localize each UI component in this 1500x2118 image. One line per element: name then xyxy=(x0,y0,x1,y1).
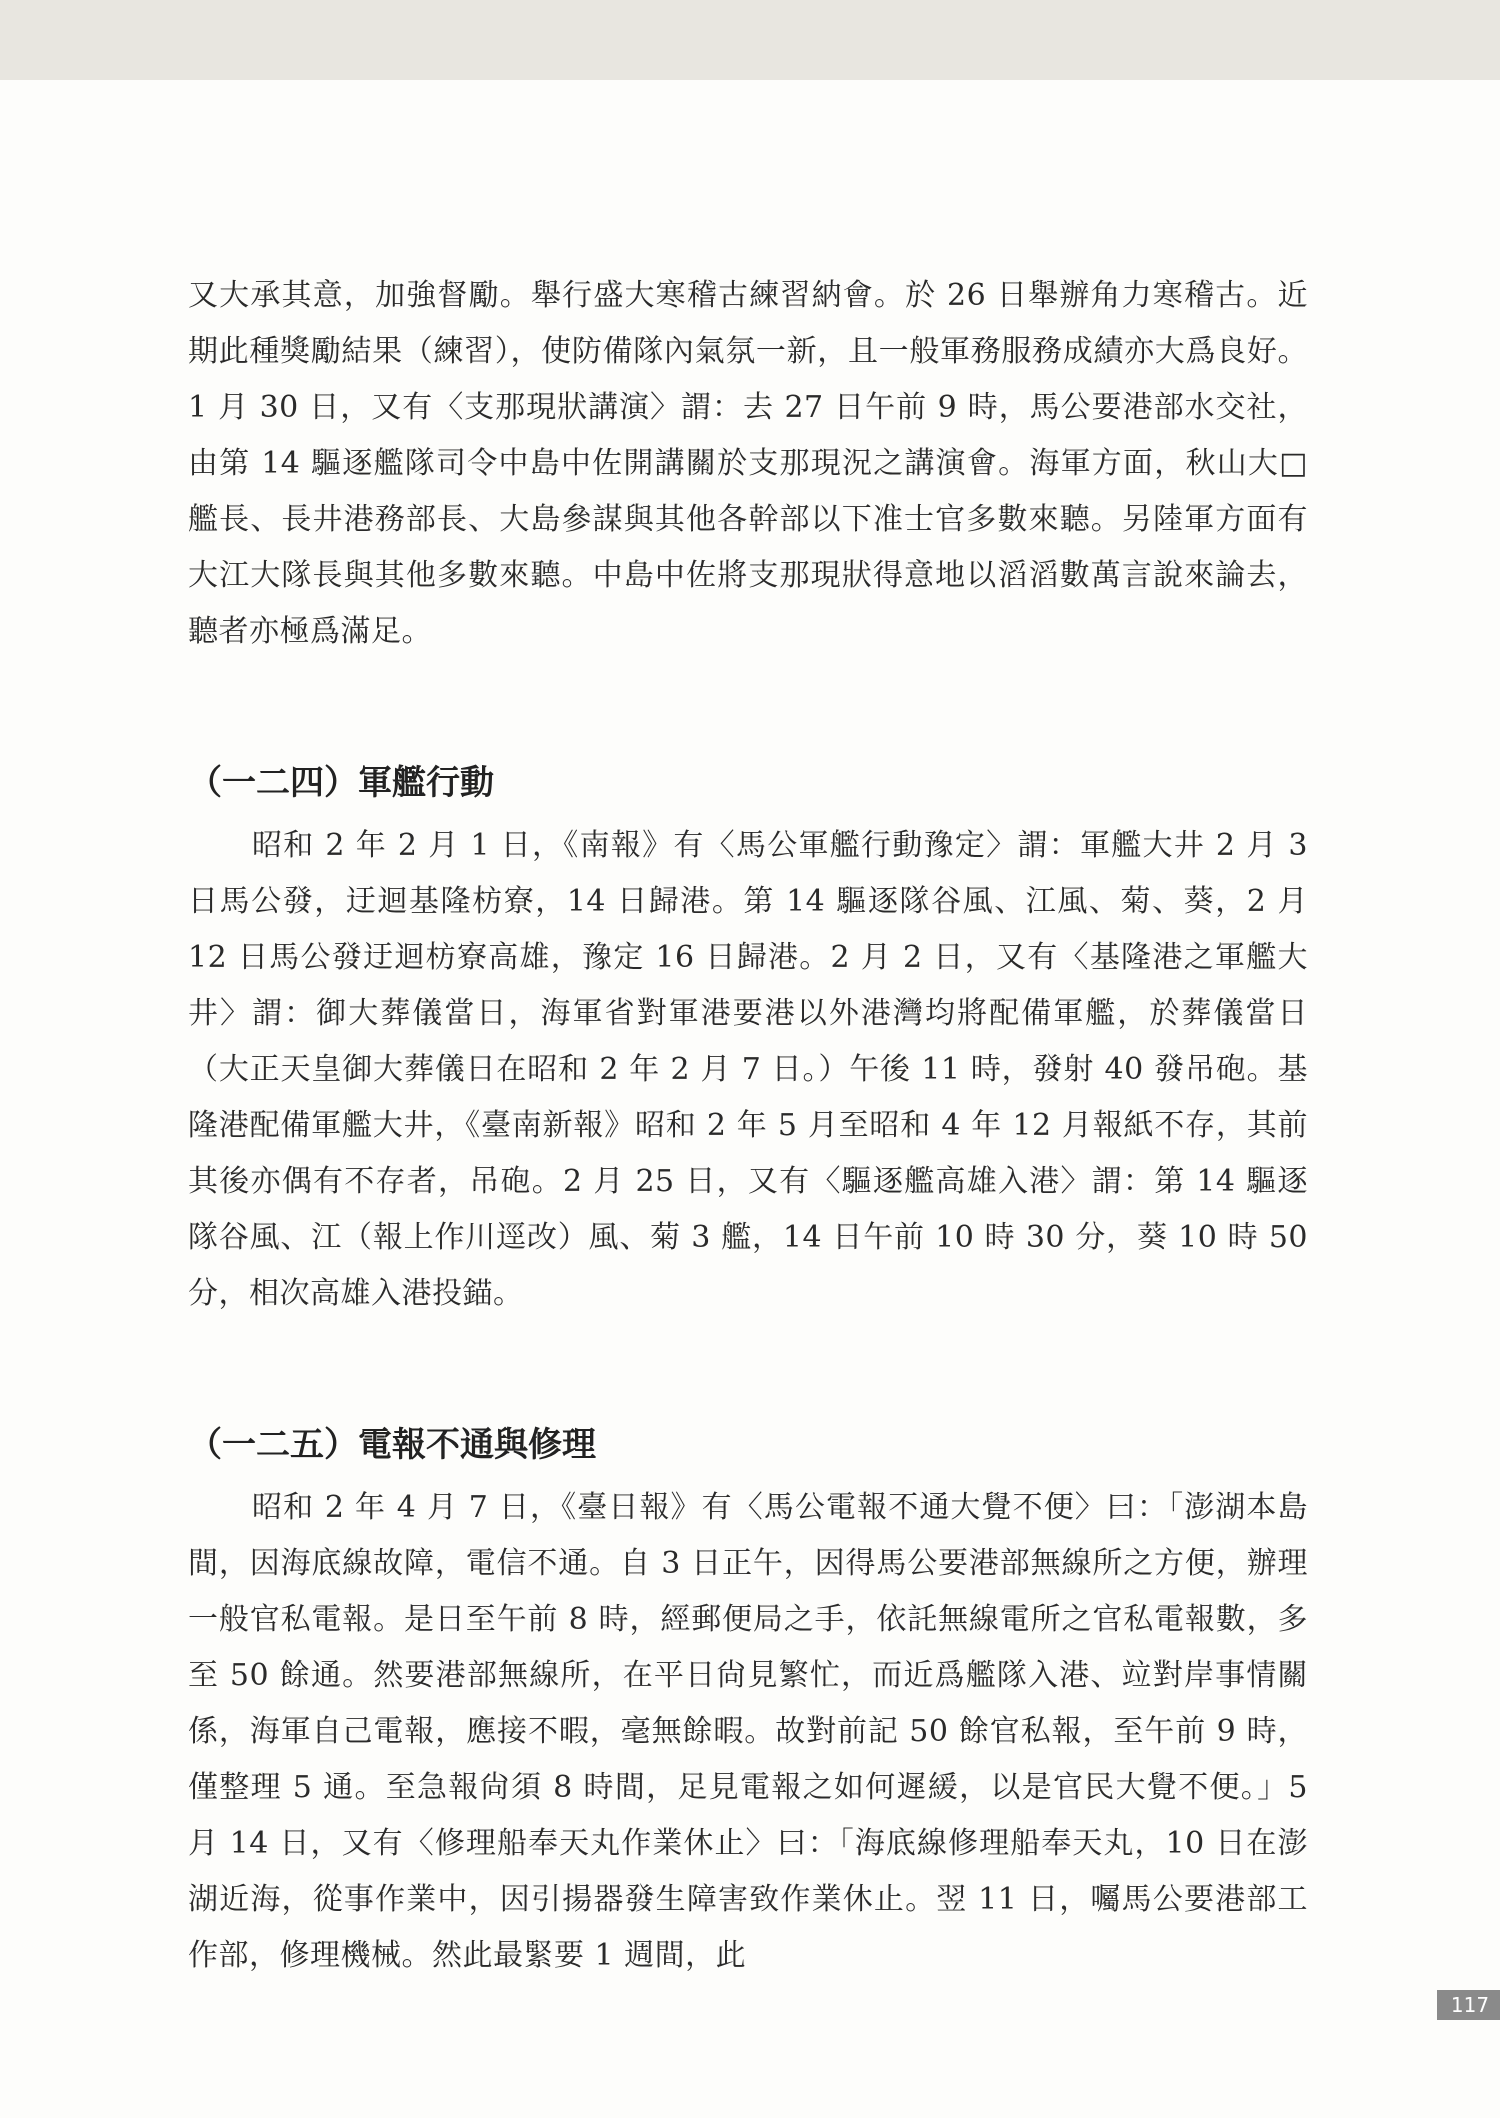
page-body xyxy=(188,268,1308,1984)
section-body-124: 昭和 2 年 2 月 1 日，《南報》有〈馬公軍艦行動豫定〉謂：軍艦大井 2 月 3 日馬公發，迂迴基隆枋寮，14 日歸港。第 14 驅逐隊谷風、江風、菊、葵，2 月 12 日馬公發迂迴枋寮高雄，豫定 16 日歸港。2 月 2 日，又有〈基隆港之軍艦大井〉謂：御大葬儀當日，海軍省對軍港要港以外港灣均將配備軍艦，於葬儀當日（大正天皇御大葬儀日在昭和 2 年 2 月 7 日。）午後 11 時，發射 40 發吊砲。基隆港配備軍艦大井，《臺南新報》昭和 2 年 5 月至昭和 4 年 12 月報紙不存，其前其後亦偶有不存者，吊砲。2 月 25 日，又有〈驅逐艦高雄入港〉謂：第 14 驅逐隊谷風、江（報上作川逕改）風、菊 3 艦，14 日午前 10 時 30 分，葵 10 時 50 分，相次高雄入港投錨。 xyxy=(188,828,1308,1311)
scan-top-margin xyxy=(0,0,1500,80)
page-number: 117 xyxy=(1437,1990,1500,2020)
section-body-125: 昭和 2 年 4 月 7 日，《臺日報》有〈馬公電報不通大覺不便〉曰：「澎湖本島間，因海底線故障，電信不通。自 3 日正午，因得馬公要港部無線所之方便，辦理一般官私電報。是日至午前 8 時，經郵便局之手，依託無線電所之官私電報數，多至 50 餘通。然要港部無線所，在平日尙見繁忙，而近爲艦隊入港、竝對岸事情關係，海軍自己電報，應接不暇，毫無餘暇。故對前記 50 餘官私報，至午前 9 時，僅整理 5 通。至急報尙須 8 時間，足見電報之如何遲緩，以是官民大覺不便。」5 月 14 日，又有〈修理船奉天丸作業休止〉曰：「海底線修理船奉天丸，10 日在澎湖近海，從事作業中，因引揚器發生障害致作業休止。翌 11 日，囑馬公要港部工作部，修理機械。然此最緊要 1 週間，此 xyxy=(188,1490,1308,1973)
intro-paragraph: 又大承其意，加強督勵。舉行盛大寒稽古練習納會。於 26 日舉辦角力寒稽古。近期此種獎勵結果（練習），使防備隊內氣氛一新，且一般軍務服務成績亦大爲良好。1 月 30 日，又有〈支那現狀講演〉謂：去 27 日午前 9 時，馬公要港部水交社，由第 14 驅逐艦隊司令中島中佐開講關於支那現況之講演會。海軍方面，秋山大□艦長、長井港務部長、大島參謀與其他各幹部以下准士官多數來聽。另陸軍方面有大江大隊長與其他多數來聽。中島中佐將支那現狀得意地以滔滔數萬言說來論去，聽者亦極爲滿足。 xyxy=(188,278,1308,649)
section-heading-124: （一二四）軍艦行動 xyxy=(188,763,494,803)
section-heading-125: （一二五）電報不通與修理 xyxy=(188,1425,596,1465)
